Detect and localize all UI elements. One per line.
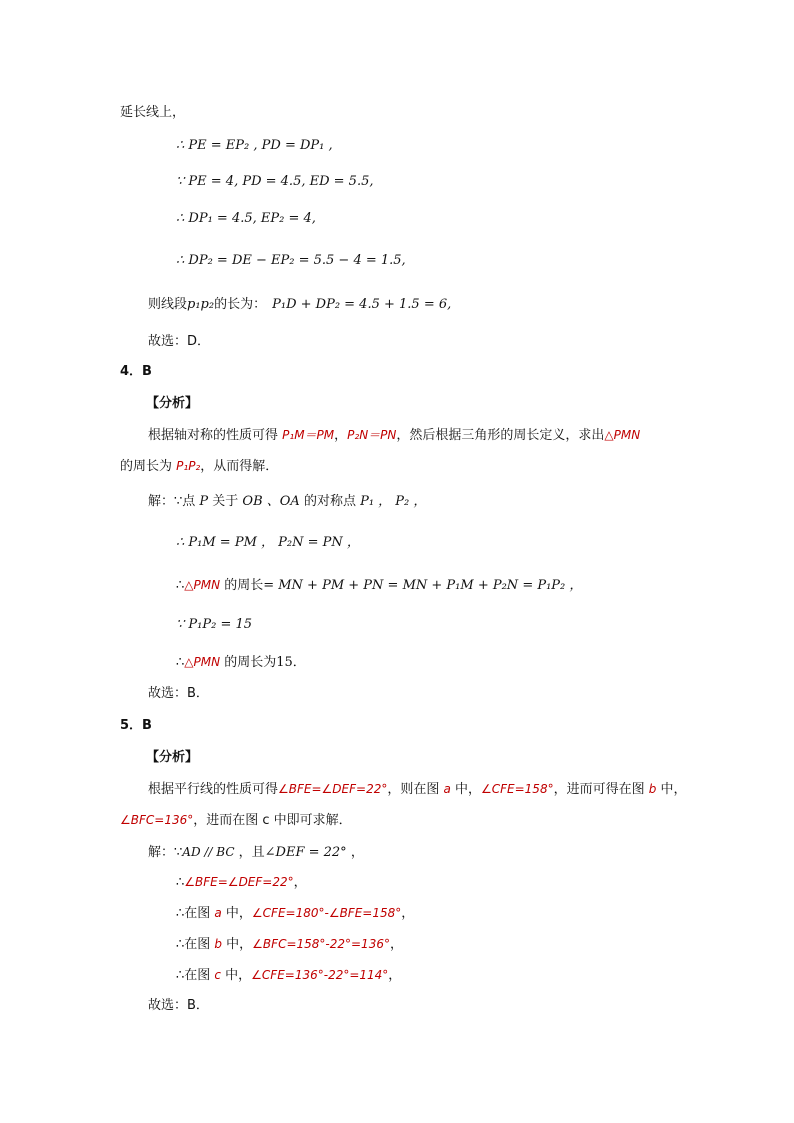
math-line: ∵ P₁P₂ = 15	[176, 617, 253, 632]
math-line: ∴ PE = EP₂ , PD = DP₁ ,	[176, 138, 333, 153]
analysis-line	[120, 810, 352, 831]
text: 解：∵	[148, 845, 183, 860]
red-math: △PMN	[184, 578, 221, 592]
text: ∴在图	[176, 937, 215, 952]
red-math: ∠CFE=158°	[481, 782, 554, 796]
text: ，	[334, 428, 348, 443]
solution-line	[176, 652, 306, 673]
text: ，	[401, 906, 415, 921]
red-math: △PMN	[184, 655, 221, 669]
math: P₁D + DP₂ = 4.5 + 1.5 = 6,	[272, 297, 452, 312]
red-math: b	[214, 937, 223, 951]
text: 中，	[222, 937, 253, 952]
red-math: △PMN	[604, 428, 641, 442]
text: 中，	[656, 782, 687, 797]
red-math: ∠BFE=∠DEF=22°	[184, 875, 294, 889]
answer-line: 故选：B．	[148, 998, 209, 1013]
red-math: ∠BFC=158°-22°=136°	[252, 937, 390, 951]
text: ，进而可得在图	[553, 782, 649, 797]
text: 中，	[450, 782, 481, 797]
text: ，从而得解．	[200, 459, 279, 474]
text: ，且	[234, 845, 265, 860]
solution-line	[176, 903, 414, 924]
analysis-line	[120, 456, 278, 477]
red-math: ∠BFC=136°	[120, 813, 194, 827]
text: ，	[346, 845, 364, 860]
text: 根据轴对称的性质可得	[148, 428, 283, 443]
math: OB 、OA	[242, 494, 300, 509]
text: ∴	[176, 875, 185, 890]
question-number: 4．B	[120, 364, 152, 379]
text: 的周长为	[220, 655, 277, 670]
red-math: b	[648, 782, 657, 796]
red-math: ∠CFE=180°-∠BFE=158°	[251, 906, 402, 920]
math-line: ∴ DP₁ = 4.5, EP₂ = 4,	[176, 211, 316, 226]
solution-line	[176, 872, 307, 893]
red-math: P₁P₂	[176, 459, 201, 473]
text: 关于	[208, 494, 243, 509]
text: 中，	[221, 968, 252, 983]
text: ∴在图	[176, 968, 215, 983]
solution-line	[176, 575, 582, 596]
text: ，	[389, 937, 403, 952]
text-line: 延长线上，	[120, 105, 186, 120]
question-number: 5．B	[120, 718, 152, 733]
math: ∠DEF = 22°	[264, 845, 347, 860]
math: p₁p₂	[187, 297, 215, 312]
text: 的周长为	[120, 459, 177, 474]
analysis-line	[148, 425, 640, 446]
red-math: ∠BFE=∠DEF=22°	[278, 782, 388, 796]
math-line: ∴ DP₂ = DE − EP₂ = 5.5 − 4 = 1.5,	[176, 253, 406, 268]
solution-line	[148, 842, 364, 863]
text: ∴	[176, 578, 185, 593]
math-line: ∵ PE = 4, PD = 4.5, ED = 5.5,	[176, 174, 374, 189]
red-math: a	[443, 782, 451, 796]
text: ，	[293, 875, 307, 890]
answer-line: 故选：B．	[148, 686, 209, 701]
analysis-tag: 【分析】	[146, 396, 199, 411]
text: ，然后根据三角形的周长定义，求出	[396, 428, 605, 443]
red-math: ∠CFE=136°-22°=114°	[251, 968, 389, 982]
text: 的长为：	[214, 297, 267, 312]
text: ∴在图	[176, 906, 215, 921]
text: 中，	[221, 906, 252, 921]
solution-line	[148, 492, 426, 512]
math-line: ∴ P₁M = PM ， P₂N = PN ，	[176, 535, 360, 550]
red-math: P₂N＝PN	[347, 428, 397, 442]
solution-line	[176, 965, 401, 986]
answer-line: 故选：D．	[148, 334, 211, 349]
text: ，进而在图 c 中即可求解．	[193, 813, 352, 828]
text: ，	[388, 968, 402, 983]
math: AD // BC	[182, 845, 235, 859]
red-math: a	[214, 906, 222, 920]
text: 解：∵点	[148, 494, 200, 509]
math: P	[199, 494, 209, 509]
text: ．	[292, 655, 306, 670]
math: 15	[276, 655, 293, 670]
math: = MN + PM + PN = MN + P₁M + P₂N = P₁P₂ ，	[263, 578, 583, 593]
text: 根据平行线的性质可得	[148, 782, 279, 797]
red-math: P₁M＝PM	[282, 428, 335, 442]
red-math: c	[214, 968, 222, 982]
text: 的对称点	[299, 494, 361, 509]
analysis-line	[148, 779, 687, 800]
analysis-tag: 【分析】	[146, 750, 199, 765]
math: P₁ ， P₂ ，	[360, 494, 427, 509]
text: 则线段	[148, 297, 188, 312]
text-line	[148, 295, 451, 315]
text: 的周长	[220, 578, 264, 593]
text: ∴	[176, 655, 185, 670]
solution-line	[176, 934, 403, 955]
text: ，则在图	[387, 782, 444, 797]
